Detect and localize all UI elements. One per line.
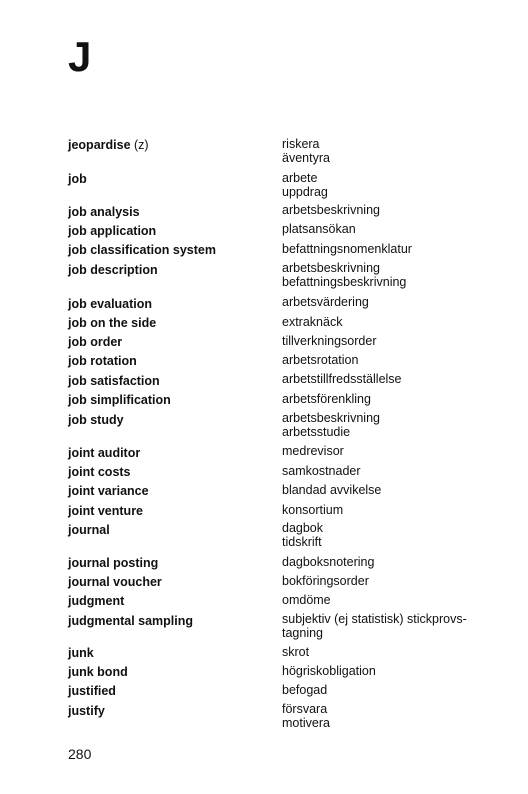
translation-line: omdöme	[282, 593, 331, 607]
entry-translations	[282, 556, 374, 570]
entry-translations	[282, 522, 323, 549]
entry-translations	[282, 445, 344, 459]
entry-translations	[282, 354, 358, 368]
entry-translations	[282, 316, 342, 330]
translation-line: befattningsnomenklatur	[282, 242, 412, 256]
entry-term	[68, 523, 110, 538]
term-text: job rotation	[68, 354, 137, 368]
term-text: job classification system	[68, 243, 216, 257]
translation-line: högriskobligation	[282, 664, 376, 678]
entry-term	[68, 446, 140, 461]
entry-term	[68, 297, 152, 312]
entry-translations	[282, 412, 380, 439]
translation-line: arbetsförenkling	[282, 392, 371, 406]
entry-term	[68, 172, 87, 187]
translation-line: arbete	[282, 171, 318, 185]
entry-term	[68, 413, 124, 428]
translation-line: arbetstillfredsställelse	[282, 372, 402, 386]
translation-line: arbetsrotation	[282, 353, 359, 367]
translation-line: dagboksnotering	[282, 555, 375, 569]
entry-translations	[282, 646, 309, 660]
translation-line: försvara	[282, 702, 328, 716]
entry-translations	[282, 665, 376, 679]
translation-line: platsansökan	[282, 222, 356, 236]
entry-term	[68, 205, 140, 220]
entry-term	[68, 316, 156, 331]
term-text: job description	[68, 263, 158, 277]
term-text: joint venture	[68, 504, 144, 518]
translation-line: medrevisor	[282, 444, 344, 458]
term-text: junk bond	[68, 665, 128, 679]
translation-line: samkostnader	[282, 464, 361, 478]
term-text: job evaluation	[68, 297, 153, 311]
entry-translations	[282, 575, 369, 589]
entry-term	[68, 556, 158, 571]
translation-line: tagning	[282, 625, 324, 640]
term-text: job analysis	[68, 205, 140, 219]
term-text: joint auditor	[68, 446, 141, 460]
translation-line: bokföringsorder	[282, 574, 369, 588]
term-text: job order	[68, 335, 123, 349]
entry-term	[68, 393, 171, 408]
entry-term	[68, 374, 160, 389]
entry-term	[68, 614, 193, 629]
entry-translations	[282, 296, 369, 310]
term-text: joint variance	[68, 484, 149, 498]
entry-term	[68, 335, 122, 350]
translation-line: tillverkningsorder	[282, 334, 377, 348]
term-text: job on the side	[68, 316, 157, 330]
entry-translations	[282, 613, 467, 640]
entry-term	[68, 465, 131, 480]
section-letter: J	[68, 33, 92, 80]
entry-translations	[282, 594, 331, 608]
entry-translations	[282, 223, 356, 237]
entry-translations	[282, 172, 328, 199]
translation-line: motivera	[282, 715, 330, 730]
entry-translations	[282, 335, 376, 349]
entry-translations	[282, 373, 402, 387]
entry-term	[68, 243, 216, 258]
translation-line: äventyra	[282, 150, 330, 165]
translation-line: extraknäck	[282, 315, 343, 329]
entry-term	[68, 575, 162, 590]
term-text: joint costs	[68, 465, 131, 479]
entry-translations	[282, 204, 380, 218]
entry-term	[68, 646, 94, 661]
entry-term	[68, 594, 124, 609]
entry-term	[68, 263, 158, 278]
term-text: job application	[68, 224, 157, 238]
term-text: justify	[68, 704, 105, 718]
entry-term	[68, 138, 149, 153]
term-text: journal posting	[68, 556, 159, 570]
translation-line: arbetsbeskrivning	[282, 203, 380, 217]
entry-translations	[282, 504, 343, 518]
entry-translations	[282, 484, 381, 498]
term-text: job satisfaction	[68, 374, 160, 388]
entry-term	[68, 224, 156, 239]
term-text: job	[68, 172, 87, 186]
term-text: journal voucher	[68, 575, 162, 589]
term-note: (z)	[130, 138, 149, 152]
entry-term	[68, 684, 116, 699]
term-text: judgment	[68, 594, 125, 608]
entry-term	[68, 665, 128, 680]
entry-translations	[282, 243, 412, 257]
translation-line: befattningsbeskrivning	[282, 274, 407, 289]
entry-translations	[282, 465, 361, 479]
translation-line: arbetsstudie	[282, 424, 351, 439]
term-text: junk	[68, 646, 94, 660]
entry-term	[68, 704, 105, 719]
term-text: job simplification	[68, 393, 171, 407]
term-text: judgmental sampling	[68, 614, 194, 628]
term-text: job study	[68, 413, 124, 427]
translation-line: blandad avvikelse	[282, 483, 382, 497]
translation-line: arbetsbeskrivning	[282, 261, 380, 275]
translation-line: uppdrag	[282, 184, 328, 199]
entry-term	[68, 484, 149, 499]
translation-line: dagbok	[282, 521, 324, 535]
translation-line: subjektiv (ej statistisk) stickprovs-	[282, 612, 467, 626]
entry-translations	[282, 684, 327, 698]
page-number: 280	[68, 746, 92, 762]
translation-line: arbetsbeskrivning	[282, 411, 380, 425]
translation-line: konsortium	[282, 503, 344, 517]
translation-line: arbetsvärdering	[282, 295, 369, 309]
term-text: journal	[68, 523, 110, 537]
translation-line: befogad	[282, 683, 328, 697]
translation-line: riskera	[282, 137, 320, 151]
term-text: jeopardise	[68, 138, 131, 152]
entry-term	[68, 354, 137, 369]
translation-line: skrot	[282, 645, 310, 659]
translation-line: tidskrift	[282, 534, 322, 549]
entry-translations	[282, 138, 330, 165]
entry-translations	[282, 262, 406, 289]
entry-term	[68, 504, 143, 519]
entry-translations	[282, 703, 330, 730]
entry-translations	[282, 393, 371, 407]
term-text: justified	[68, 684, 116, 698]
